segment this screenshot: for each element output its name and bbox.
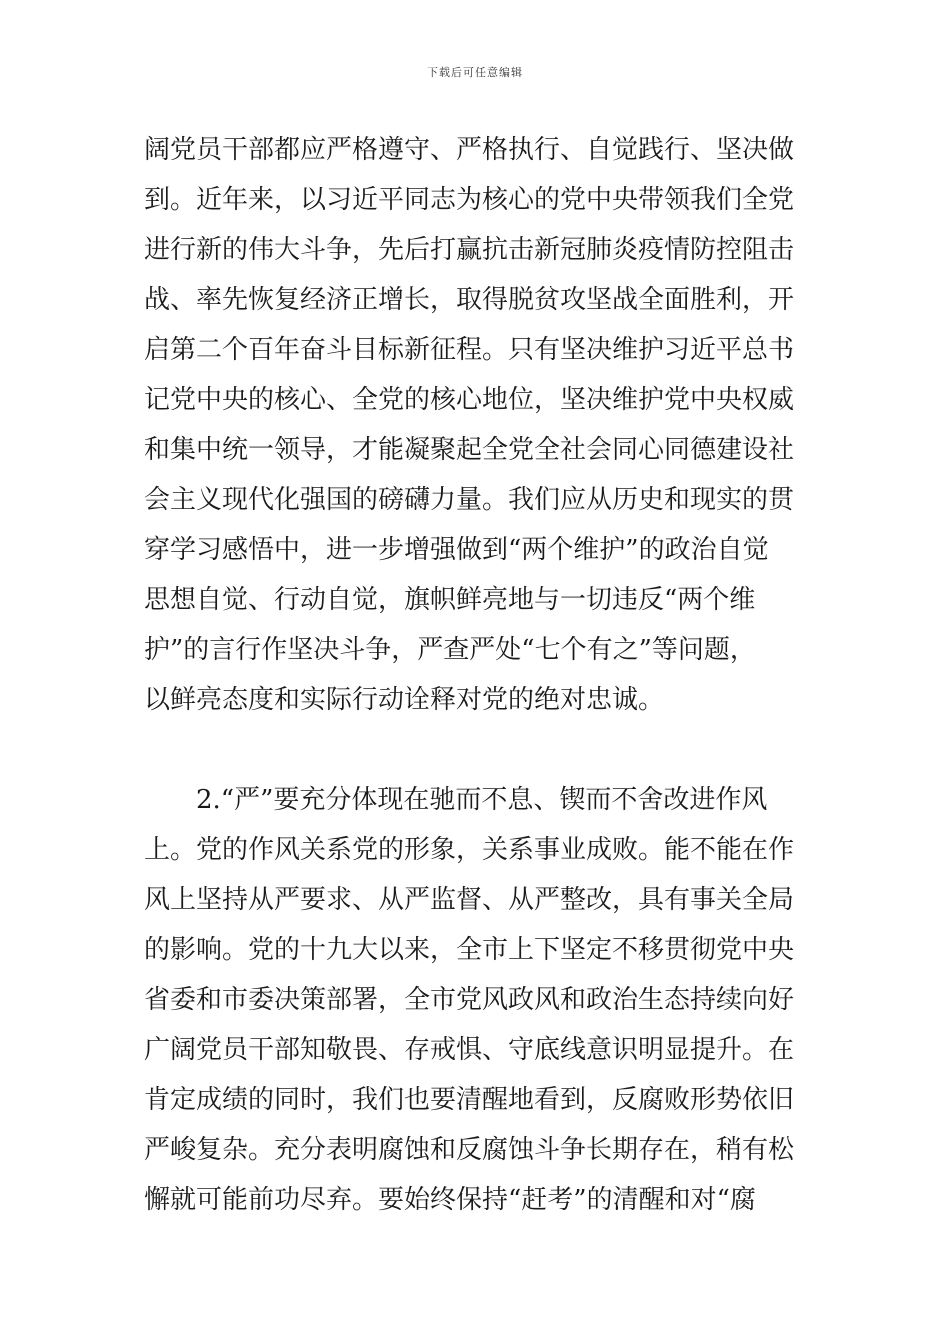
text-line: 进行新的伟大斗争，先后打赢抗击新冠肺炎疫情防控阻击 — [144, 235, 795, 265]
text-line: 风上坚持从严要求、从严监督、从严整改，具有事关全局 — [144, 885, 795, 915]
text-line: 肯定成绩的同时，我们也要清醒地看到，反腐败形势依旧 — [144, 1085, 795, 1115]
text-line: 到。近年来，以习近平同志为核心的党中央带领我们全党 — [144, 185, 795, 215]
text-line: 穿学习感悟中，进一步增强做到“两个维护”的政治自觉 — [144, 535, 769, 565]
text-line: 和集中统一领导，才能凝聚起全党全社会同心同德建设社 — [144, 435, 795, 465]
text-line: 启第二个百年奋斗目标新征程。只有坚决维护习近平总书 — [144, 335, 795, 365]
text-line: 战、率先恢复经济正增长，取得脱贫攻坚战全面胜利，开 — [144, 285, 795, 315]
text-line: 会主义现代化强国的磅礴力量。我们应从历史和现实的贯 — [144, 485, 795, 515]
text-line: 懈就可能前功尽弃。要始终保持“赶考”的清醒和对“腐 — [144, 1185, 756, 1215]
text-line: 阔党员干部都应严格遵守、严格执行、自觉践行、坚决做 — [144, 135, 795, 165]
text-line: 2.“严”要充分体现在驰而不息、锲而不舍改进作风 — [196, 785, 768, 815]
page-header: 下载后可任意编辑 — [427, 66, 523, 79]
text-line: 广阔党员干部知敬畏、存戒惧、守底线意识明显提升。在 — [144, 1035, 795, 1065]
text-line: 的影响。党的十九大以来，全市上下坚定不移贯彻党中央 — [144, 935, 795, 965]
text-line: 严峻复杂。充分表明腐蚀和反腐蚀斗争长期存在，稍有松 — [144, 1135, 795, 1165]
text-line: 记党中央的核心、全党的核心地位，坚决维护党中央权威 — [144, 385, 795, 415]
text-line: 省委和市委决策部署，全市党风政风和政治生态持续向好 — [144, 985, 795, 1015]
text-line: 以鲜亮态度和实际行动诠释对党的绝对忠诚。 — [144, 685, 665, 715]
text-line: 上。党的作风关系党的形象，关系事业成败。能不能在作 — [144, 835, 795, 865]
text-line: 思想自觉、行动自觉，旗帜鲜亮地与一切违反“两个维 — [144, 585, 756, 615]
text-line: 护”的言行作坚决斗争，严查严处“七个有之”等问题， — [144, 635, 756, 665]
